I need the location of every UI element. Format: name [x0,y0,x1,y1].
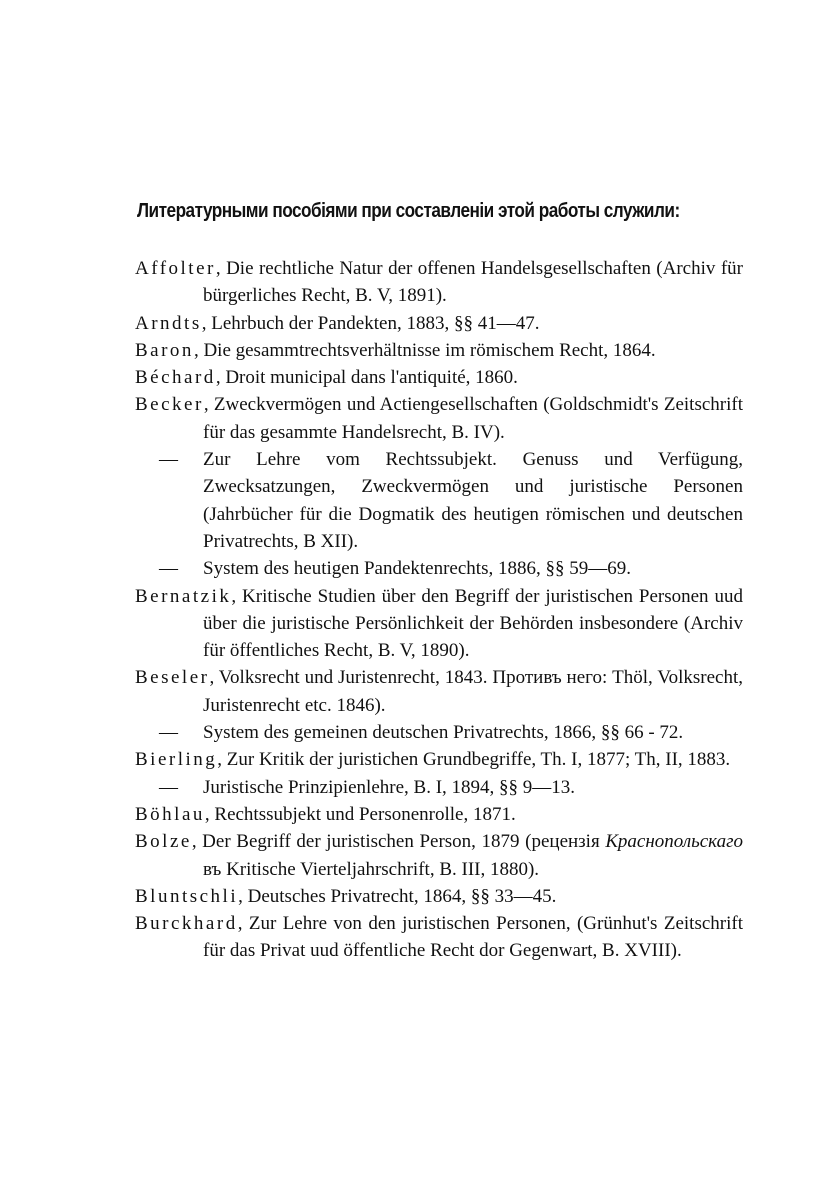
entry-italic-name: Краснопольскаго [605,831,744,853]
entry-author: Burckhard [135,913,238,935]
entry-text: , Droit municipal dans l'antiquité, 1860. [215,367,518,389]
entry-text: , Die rechtliche Natur der offenen Handelsgesellschaften (Archiv für bürgerliches Recht, B. V, 1891). [203,258,743,307]
entry-author: Bluntschli [135,885,239,907]
entry-text: , Rechtssubjekt und Personenrolle, 1871. [204,803,516,825]
bibliography-entry [135,391,743,446]
bibliography-entry [135,310,743,337]
entry-text: , Zur Lehre von den juristischen Personen, (Grünhut's Zeitschrift für das Privat uud öffentliche Recht dor Gegenwart, B. XVIII). [203,913,743,962]
entry-text: , Zur Kritik der juristichen Grundbegriffe, Th. I, 1877; Th, II, 1883. [217,749,731,771]
entry-text: , Volksrecht und Juristenrecht, 1843. Противъ него: Thöl, Volksrecht, Juristenrecht etc. 1846). [203,667,743,716]
ditto-dash: — [159,449,178,471]
entry-author: Becker [135,394,204,416]
bibliography-entry [135,883,743,910]
bibliography-entry [135,746,743,773]
bibliography-subentry [135,446,743,555]
entry-author: Bierling [135,749,218,771]
ditto-dash: — [159,776,178,798]
entry-author: Beseler [135,667,210,689]
entry-text: , Zweckvermögen und Actiengesellschaften (Goldschmidt's Zeitschrift für das gesammte Handelsrecht, B. IV). [203,394,743,443]
entry-author: Béchard [135,367,216,389]
entry-author: Bolze [135,831,192,853]
bibliography-entry [135,910,743,965]
entry-text: , Der Begriff der juristischen Person, 1879 (рецензія [191,831,600,853]
ditto-dash: — [159,558,178,580]
entry-author: Böhlau [135,803,205,825]
entry-text: , Kritische Studien über den Begriff der juristischen Personen uud über die juristische Persönlichkeit der Behörden insbesondere (Archiv für öffentliches Recht, B. V, 1890). [203,585,743,662]
entry-author: Bernatzik [135,585,232,607]
entry-text: , Lehrbuch der Pandekten, 1883, §§ 41—47. [201,312,540,334]
page-heading: Литературными пособіями при составленіи этой работы служили: [137,200,680,222]
bibliography-subentry [135,555,743,582]
bibliography-entry [135,801,743,828]
entry-author: Baron [135,339,194,361]
bibliography-entry [135,255,743,310]
bibliography-entry [135,364,743,391]
bibliography-entry [135,583,743,665]
entry-author: Arndts [135,312,202,334]
bibliography-entry [135,664,743,719]
bibliography-subentry [135,774,743,801]
entry-text-tail: въ Kritische Vierteljahrschrift, B. III, 1880). [203,858,540,880]
entry-author: Affolter [135,258,216,279]
entry-text: System des gemeinen deutschen Privatrechts, 1866, §§ 66 - 72. [203,722,684,744]
entry-text: Juristische Prinzipienlehre, B. I, 1894, §§ 9—13. [203,776,576,798]
entry-text: , Deutsches Privatrecht, 1864, §§ 33—45. [238,885,557,907]
ditto-dash: — [159,722,178,744]
bibliography-subentry [135,719,743,746]
entry-text: , Die gesammtrechtsverhältnisse im römischem Recht, 1864. [193,339,656,361]
entry-text: Zur Lehre vom Rechtssubjekt. Genuss und Verfügung, Zwecksatzungen, Zweckvermögen und juristische Personen (Jahrbücher für die Dogmatik des heutigen römischen und deutschen Privatrechts, B XII). [203,449,743,552]
bibliography-entry [135,828,743,883]
entry-text: System des heutigen Pandektenrechts, 1886, §§ 59—69. [203,558,631,580]
bibliography-entry [135,337,743,364]
bibliography-list [135,255,743,965]
